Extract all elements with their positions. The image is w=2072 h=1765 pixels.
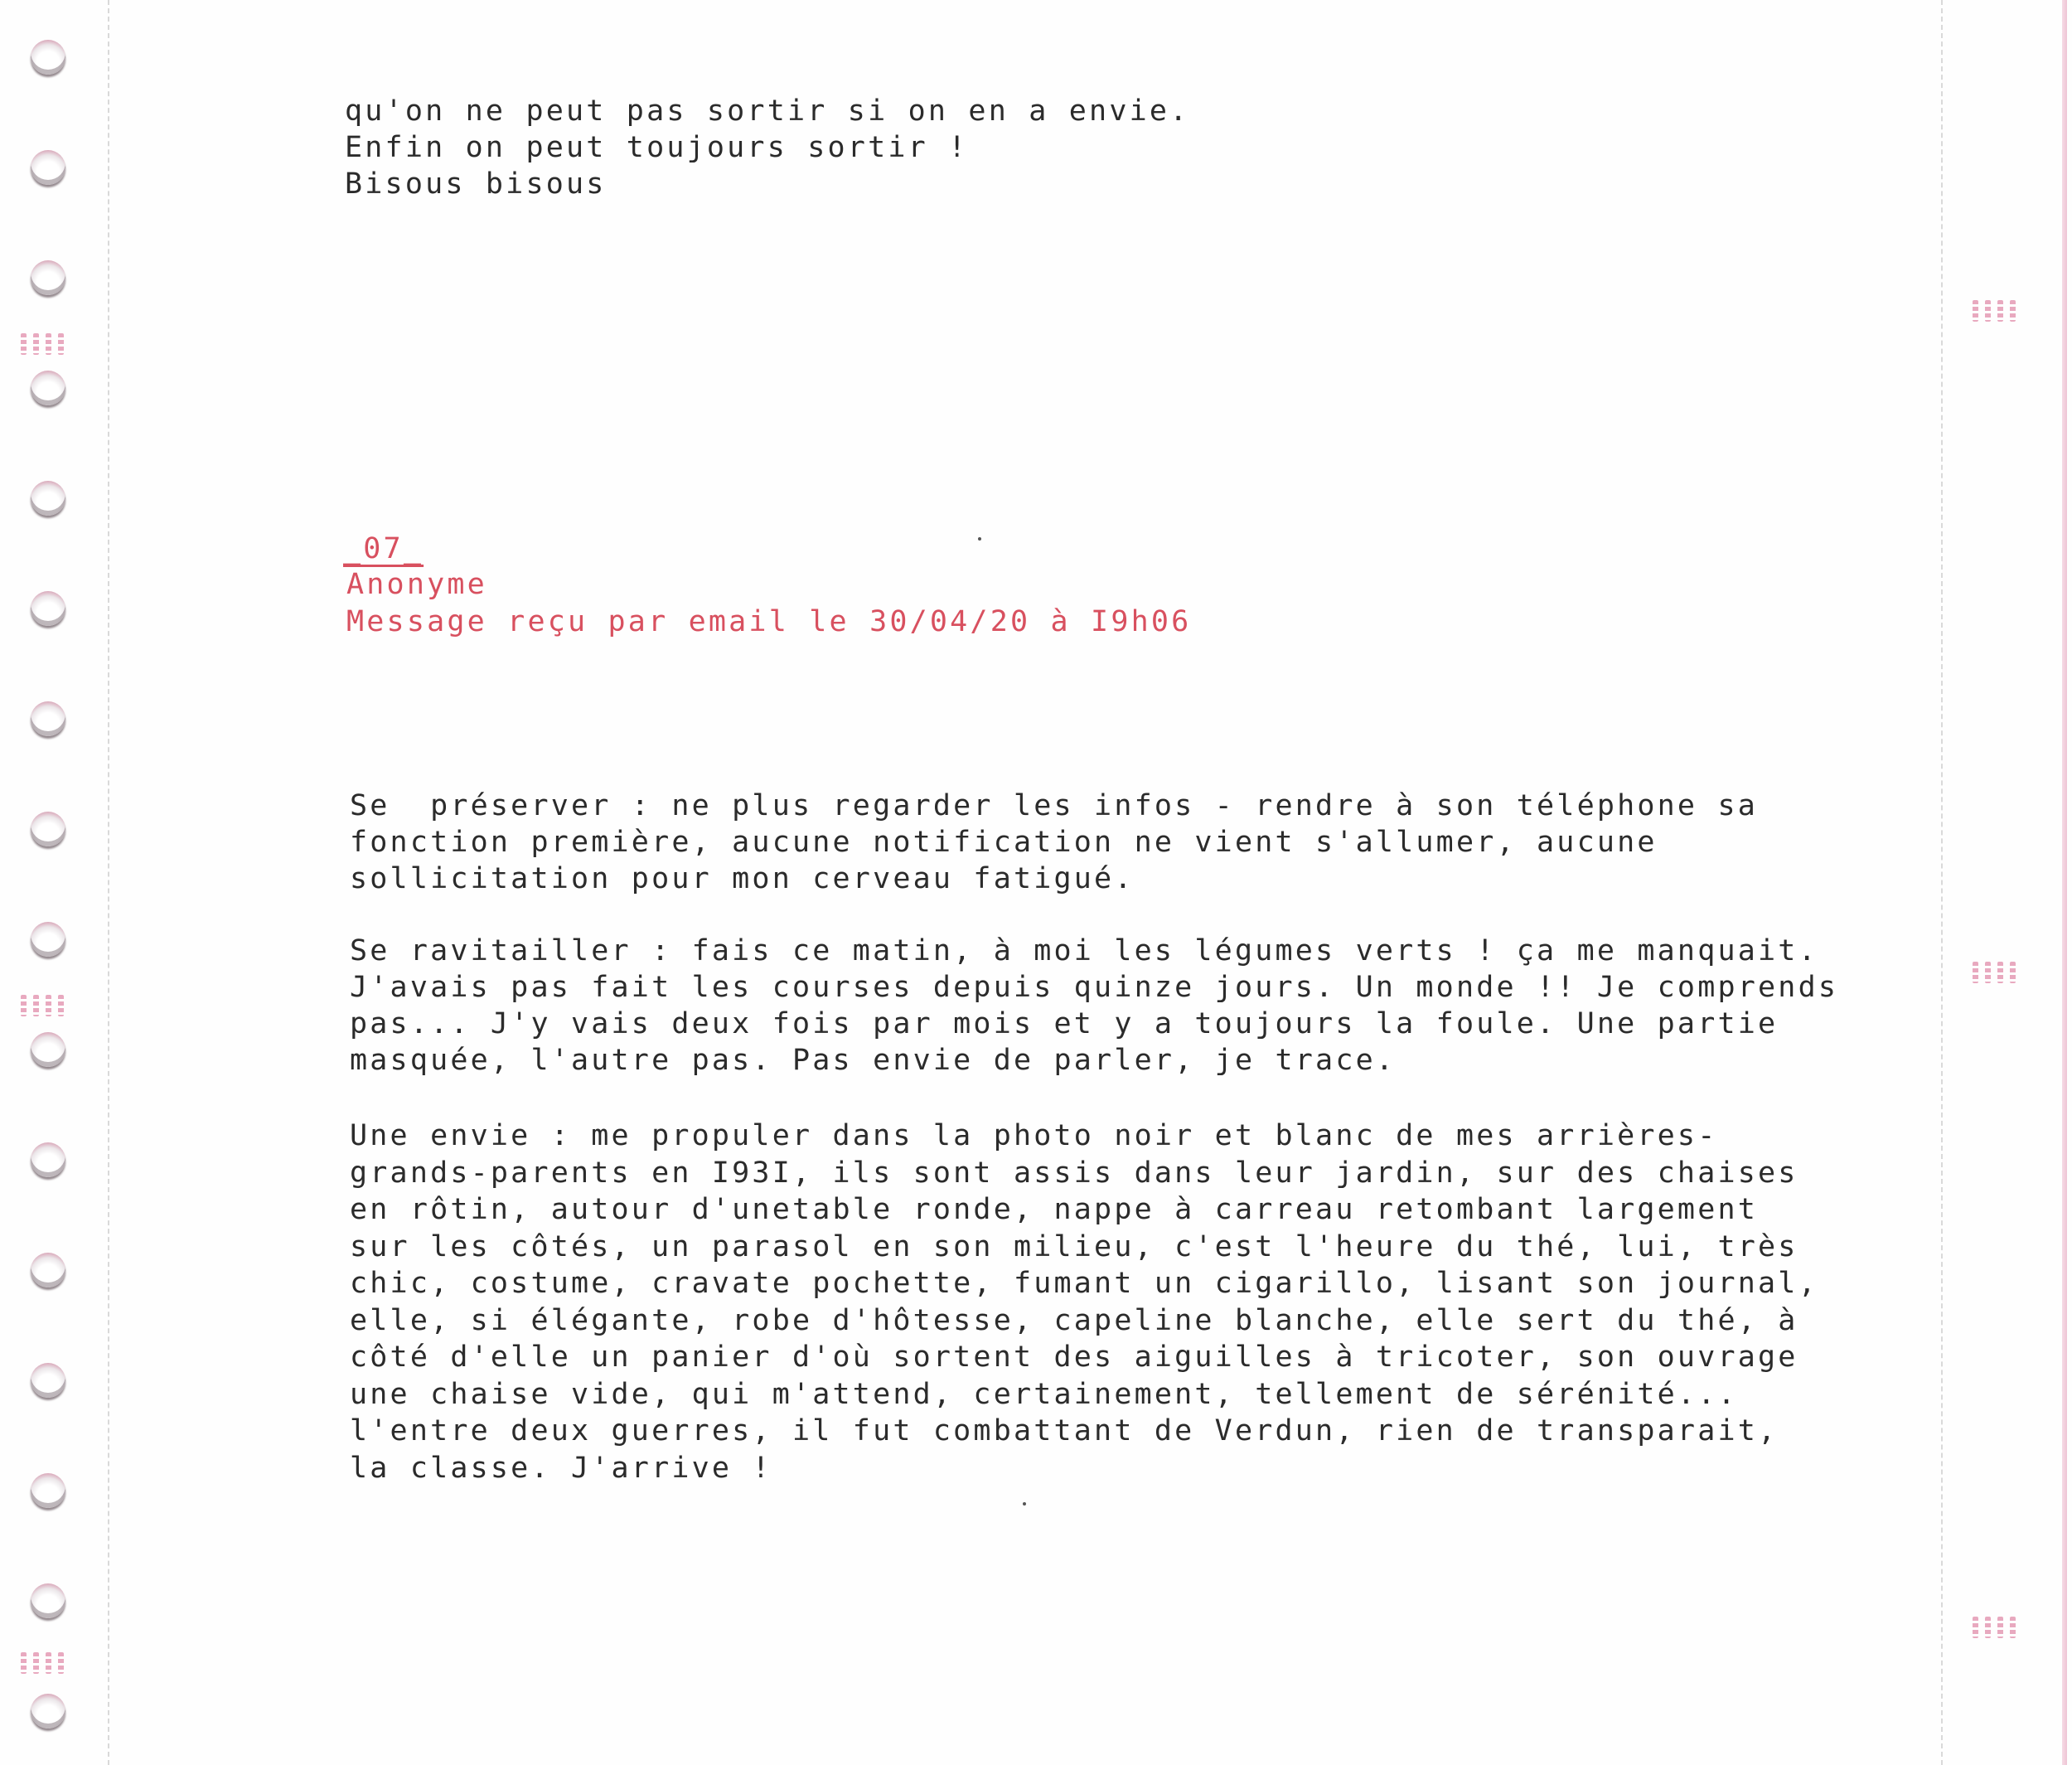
left-perforation-strip (0, 0, 108, 1765)
continuation-text: qu'on ne peut pas sortir si on en a envie. Enfin on peut toujours sortir ! Bisous bisous (345, 95, 1190, 201)
perforation-hole (31, 591, 65, 626)
paragraph-ravitailler: Se ravitailler : fais ce matin, à moi les légumes verts ! ça me manquait. J'avais pas fait les courses depuis quinze jours. Un monde !! Je comprends pas... J'y vais deux fois par mois et y a toujours la foule. Une partie masquée, l'autre pas. Pas envie de parler, je trace. (350, 934, 1839, 1077)
entry-number: _07_ (343, 532, 424, 565)
perforation-tick-marks (1973, 1617, 2031, 1638)
right-perforation-strip (1943, 0, 2050, 1765)
right-tear-line (1941, 0, 1943, 1765)
paragraph-envie: Une envie : me propuler dans la photo noir et blanc de mes arrières- grands-parents en I93I, ils sont assis dans leur jardin, sur des chaises en rôtin, autour d'unetable ronde, nappe à carreau retombant largement sur les côtés, un parasol en son milieu, c'est l'heure du thé, lui, très chic, costume, cravate pochette, fumant un cigarillo, lisant son journal, elle, si élégante, robe d'hôtesse, capeline blanche, elle sert du thé, à côté d'elle un panier d'où sortent des aiguilles à tricoter, son ouvrage une chaise vide, qui m'attend, certainement, tellement de sérénité... l'entre deux guerres, il fut combattant de Verdun, rien de transparait, la classe. J'arrive ! (350, 1119, 1818, 1485)
perforation-hole (31, 260, 65, 295)
perforation-hole (31, 1032, 65, 1067)
left-tear-line (108, 0, 109, 1765)
perforation-tick-marks (21, 995, 79, 1016)
perforation-hole (31, 40, 65, 75)
perforation-hole (31, 1142, 65, 1177)
page-edge (2062, 0, 2067, 1765)
perforation-hole (31, 812, 65, 846)
perforation-hole (31, 481, 65, 516)
entry-received-date: Message reçu par email le 30/04/20 à I9h06 (346, 605, 1192, 638)
perforation-hole (31, 1583, 65, 1618)
ink-speck (978, 537, 981, 541)
perforation-tick-marks (21, 333, 79, 355)
perforation-tick-marks (21, 1652, 79, 1674)
ink-speck (1023, 1502, 1026, 1506)
perforation-hole (31, 922, 65, 957)
perforation-hole (31, 150, 65, 185)
entry-author: Anonyme (346, 568, 487, 601)
perforation-hole (31, 1253, 65, 1287)
perforation-hole (31, 1694, 65, 1729)
perforation-tick-marks (1973, 962, 2031, 983)
perforation-hole (31, 1363, 65, 1398)
paragraph-preserver: Se préserver : ne plus regarder les infos - rendre à son téléphone sa fonction première, aucune notification ne vient s'allumer, aucune sollicitation pour mon cerveau fatigué. (350, 789, 1759, 895)
perforation-hole (31, 371, 65, 405)
perforation-hole (31, 701, 65, 736)
perforation-hole (31, 1473, 65, 1508)
perforation-tick-marks (1973, 300, 2031, 322)
